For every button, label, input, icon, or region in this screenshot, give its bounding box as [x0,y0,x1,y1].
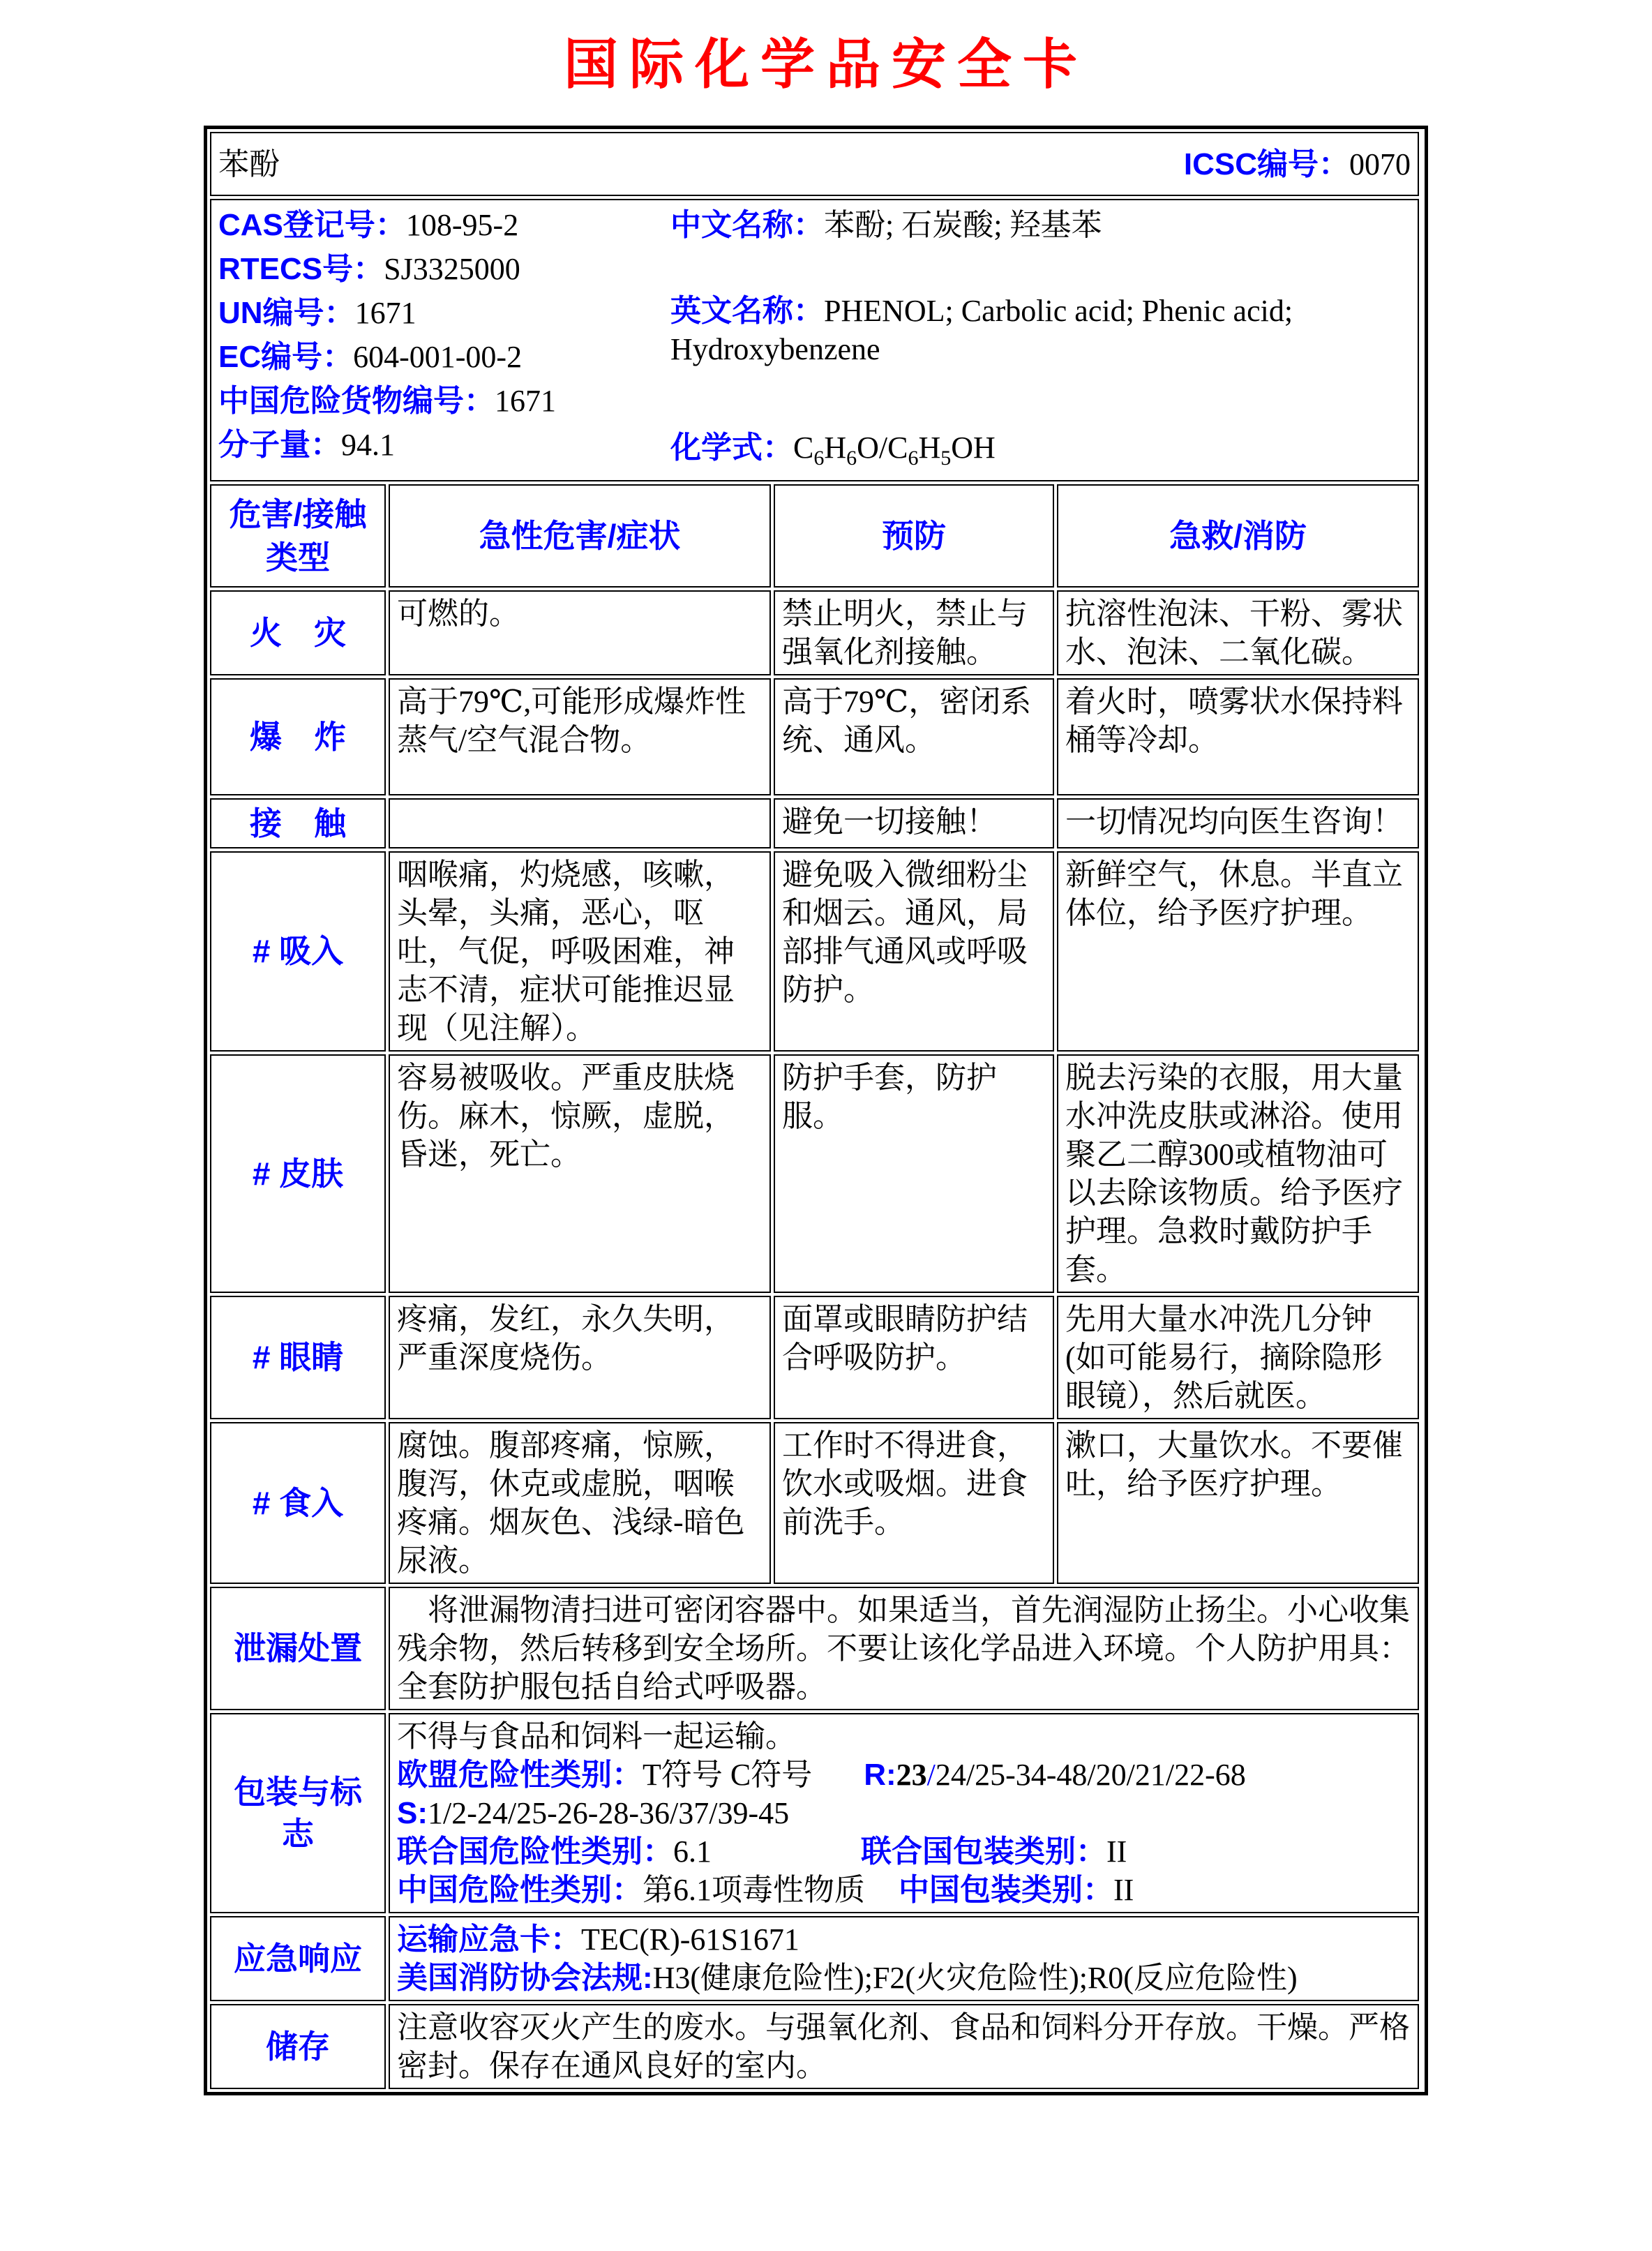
header-prevention: 预防 [774,484,1054,588]
un-pack-value: II [1106,1834,1127,1869]
row-packaging-label: 包装与标志 [210,1713,386,1913]
icsc-number [1184,145,1411,184]
icsc-number-label: ICSC编号： [1183,147,1349,181]
packaging-un-class [397,1832,1411,1871]
r-phrases-rest: 24/25-34-48/20/21/22-68 [935,1757,1246,1792]
ec-label: EC编号： [218,340,354,374]
emergency-nfpa [397,1959,1411,1997]
rtecs-number [218,247,670,291]
cn-pack-label: 中国包装类别： [899,1872,1113,1907]
un-class-value: 6.1 [673,1834,712,1869]
english-names [670,292,1411,368]
un-label: UN编号： [218,296,355,330]
identifiers-left [218,203,670,477]
ec-number [218,335,670,379]
ec-value: 604-001-00-2 [353,340,523,374]
tec-label: 运输应急卡： [397,1922,581,1957]
icsc-card [204,126,1428,2095]
row-storage-label: 储存 [210,2004,386,2089]
row-eyes-prevention: 面罩或眼睛防护结合呼吸防护。 [774,1296,1054,1419]
row-eyes-label: # 眼睛 [210,1296,386,1419]
identifiers-row [210,199,1419,481]
row-contact-prevention: 避免一切接触！ [774,798,1054,848]
row-explosion-prevention: 高于79℃，密闭系统、通风。 [774,678,1054,795]
tec-value: TEC(R)-61S1671 [581,1922,799,1957]
row-emergency-content [389,1916,1419,2001]
un-value: 1671 [354,296,416,330]
row-explosion-label: 爆 炸 [210,678,386,795]
rtecs-value: SJ3325000 [384,252,520,286]
china-dg-value: 1671 [495,384,556,418]
un-class-label: 联合国危险性类别： [397,1834,673,1869]
row-inhalation-symptoms: 咽喉痛，灼烧感，咳嗽，头晕，头痛，恶心，呕吐，气促，呼吸困难，神志不清，症状可能推迟显现（见注解）。 [389,851,771,1052]
english-names-label: 英文名称： [670,294,824,328]
row-fire-firstaid: 抗溶性泡沫、干粉、雾状水、泡沫、二氧化碳。 [1057,590,1419,675]
r-phrases-label: R: [864,1757,896,1792]
row-storage-content: 注意收容灭火产生的废水。与强氧化剂、食品和饲料分开存放。干燥。严格密封。保存在通风良好的室内。 [389,2004,1419,2089]
english-names-value: PHENOL; Carbolic acid; Phenic acid; Hydroxybenzene [670,294,1293,366]
row-eyes-symptoms: 疼痛，发红，永久失明，严重深度烧伤。 [389,1296,771,1419]
row-contact-firstaid: 一切情况均向医生咨询！ [1057,798,1419,848]
row-fire-prevention: 禁止明火，禁止与强氧化剂接触。 [774,590,1054,675]
row-skin-prevention: 防护手套，防护服。 [774,1054,1054,1293]
row-packaging-content [389,1713,1419,1913]
cn-class-label: 中国危险性类别： [397,1872,643,1907]
molecular-weight-label: 分子量： [218,428,341,462]
row-ingestion-prevention: 工作时不得进食，饮水或吸烟。进食前洗手。 [774,1422,1054,1584]
molecular-weight-value: 94.1 [341,428,395,462]
un-pack-label: 联合国包装类别： [861,1834,1106,1869]
packaging-cn-class [397,1871,1411,1909]
row-contact-symptoms [389,798,771,848]
eu-class-label: 欧盟危险性类别： [397,1757,643,1792]
cas-value: 108-95-2 [405,208,519,242]
packaging-transport-note: 不得与食品和饲料一起运输。 [397,1719,796,1753]
nfpa-value: H3(健康危险性);F2(火灾危险性);R0(反应危险性) [652,1960,1298,1995]
row-spill-content: 将泄漏物清扫进可密闭容器中。如果适当，首先润湿防止扬尘。小心收集残余物，然后转移到安全场所。不要让该化学品进入环境。个人防护用具：全套防护服包括自给式呼吸器。 [389,1587,1419,1710]
icsc-number-value: 0070 [1349,147,1411,181]
icsc-table [210,132,1422,2089]
nfpa-label: 美国消防协会法规: [397,1960,653,1995]
row-fire-symptoms: 可燃的。 [389,590,771,675]
emergency-tec [397,1920,1411,1959]
row-emergency-label: 应急响应 [210,1916,386,2001]
chinese-names-label: 中文名称： [670,208,824,242]
chemical-formula-value: $C_6H_6O/C_6H_5OH$ [793,431,996,470]
header-hazard-type: 危害/接触类型 [210,484,386,588]
row-ingestion-label: # 食入 [210,1422,386,1584]
s-phrases-value: 1/2-24/25-26-28-36/37/39-45 [428,1795,790,1830]
row-contact-label: 接 触 [210,798,386,848]
chemical-name: 苯酚 [218,147,280,181]
identifiers-right [670,203,1411,477]
un-number [218,291,670,335]
cas-number [218,203,670,247]
row-spill-label: 泄漏处置 [210,1587,386,1710]
row-inhalation-prevention: 避免吸入微细粉尘和烟云。通风，局部排气通风或呼吸防护。 [774,851,1054,1052]
row-skin-firstaid: 脱去污染的衣服，用大量水冲洗皮肤或淋浴。使用聚乙二醇300或植物油可以去除该物质。给予医疗护理。急救时戴防护手套。 [1057,1054,1419,1293]
row-explosion-symptoms: 高于79℃,可能形成爆炸性蒸气/空气混合物。 [389,678,771,795]
china-dg-number [218,379,670,423]
r-phrases-first: 23 [896,1757,927,1792]
packaging-s-phrases [397,1794,1411,1832]
row-skin-symptoms: 容易被吸收。严重皮肤烧伤。麻木，惊厥，虚脱，昏迷，死亡。 [389,1054,771,1293]
page-title: 国际化学品安全卡 [563,34,1088,95]
row-explosion-firstaid: 着火时，喷雾状水保持料桶等冷却。 [1057,678,1419,795]
packaging-eu-class [397,1756,1411,1794]
cn-class-value: 第6.1项毒性物质 [643,1872,865,1907]
chemical-formula-label: 化学式： [670,431,793,465]
row-inhalation-firstaid: 新鲜空气，休息。半直立体位，给予医疗护理。 [1057,851,1419,1052]
chinese-names-value: 苯酚; 石炭酸; 羟基苯 [824,208,1102,242]
row-ingestion-firstaid: 漱口，大量饮水。不要催吐，给予医疗护理。 [1057,1422,1419,1584]
header-symptoms: 急性危害/症状 [389,484,771,588]
china-dg-label: 中国危险货物编号： [218,384,495,418]
row-skin-label: # 皮肤 [210,1054,386,1293]
s-phrases-label: S: [397,1795,428,1830]
r-phrases-slash: / [926,1757,936,1792]
row-fire-label: 火 灾 [210,590,386,675]
row-ingestion-symptoms: 腐蚀。腹部疼痛，惊厥，腹泻，休克或虚脱，咽喉疼痛。烟灰色、浅绿-暗色尿液。 [389,1422,771,1584]
chemical-formula [670,428,1411,477]
row-eyes-firstaid: 先用大量水冲洗几分钟(如可能易行，摘除隐形眼镜），然后就医。 [1057,1296,1419,1419]
cas-label: CAS登记号： [218,208,406,242]
header-firstaid: 急救/消防 [1057,484,1419,588]
molecular-weight [218,423,670,467]
chemical-name-row [210,132,1419,196]
chinese-names [670,206,1411,244]
row-inhalation-label: # 吸入 [210,851,386,1052]
rtecs-label: RTECS号： [218,252,384,286]
eu-class-value: T符号 C符号 [643,1757,813,1792]
cn-pack-value: II [1113,1872,1134,1907]
